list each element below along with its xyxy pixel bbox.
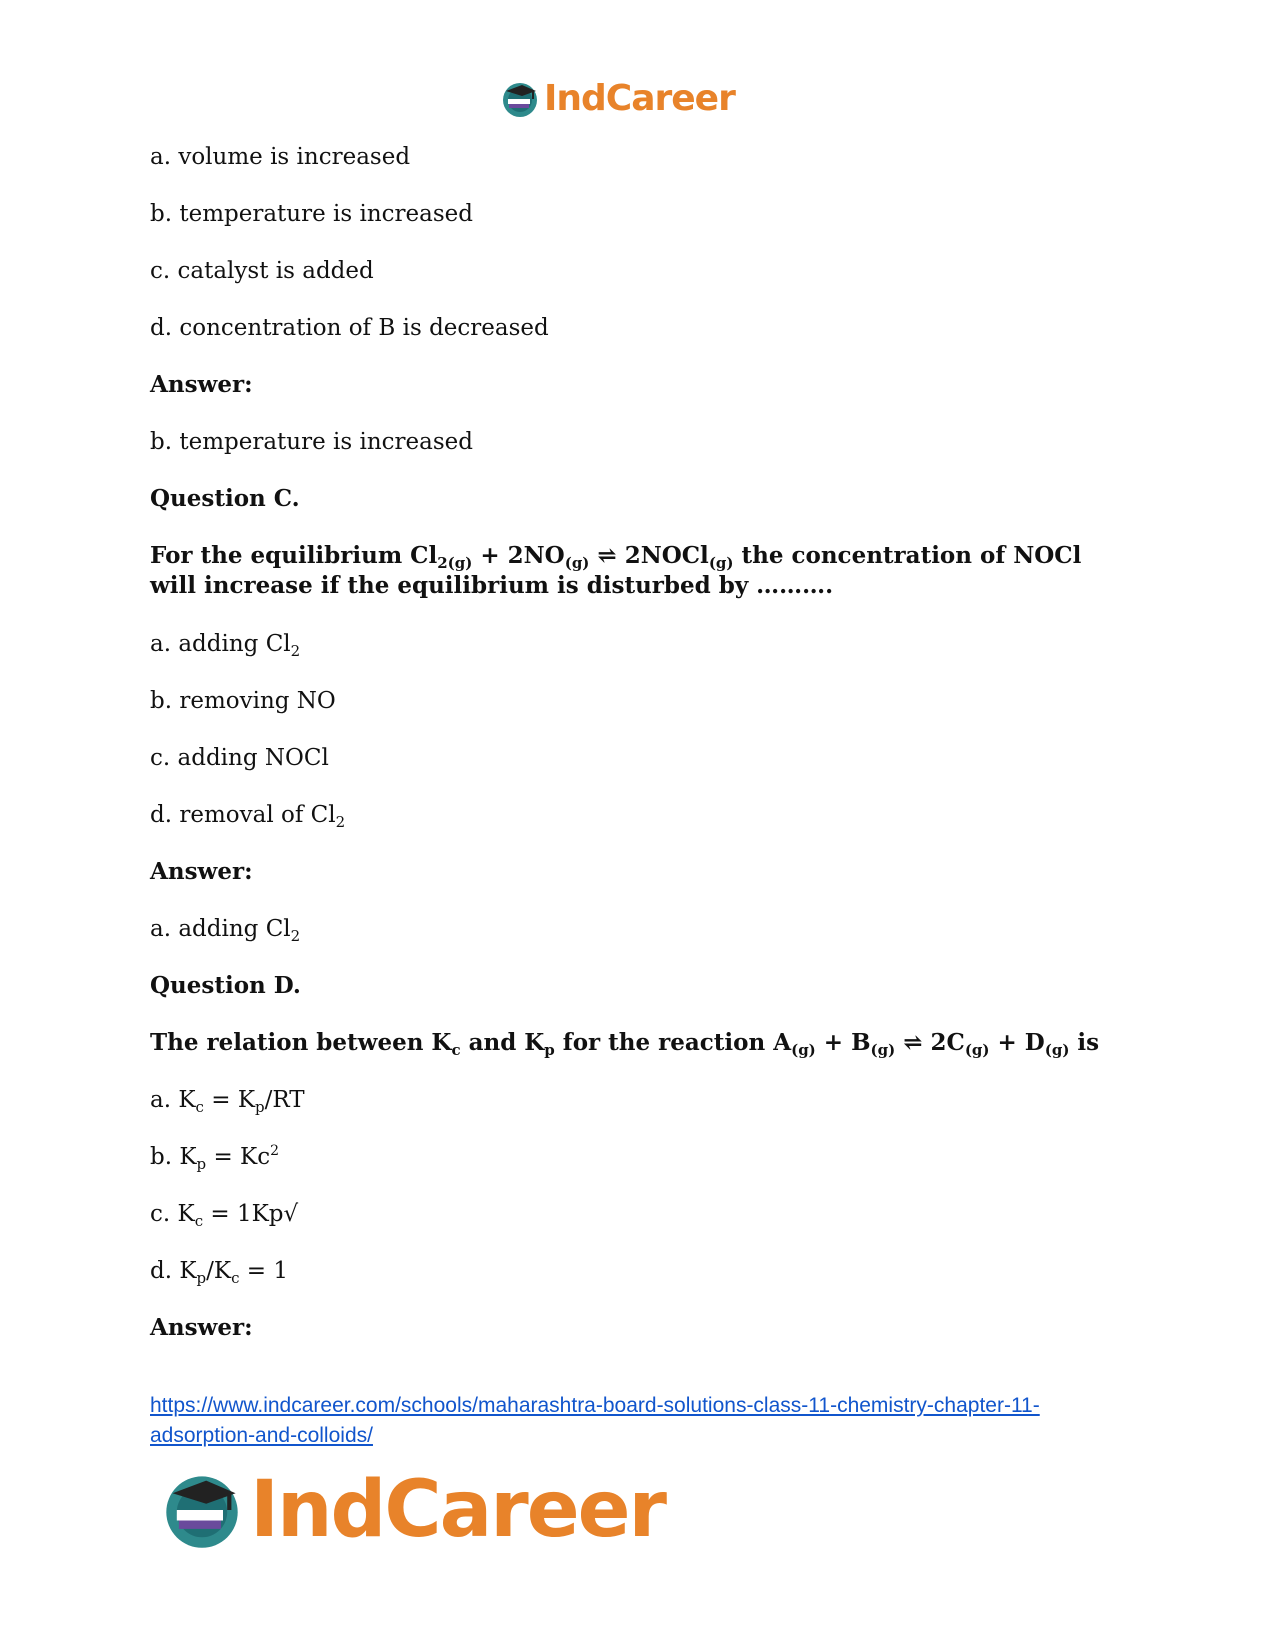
q-b-answer: b. temperature is increased: [150, 429, 473, 455]
q-b-answer-label: Answer:: [150, 371, 253, 398]
q-c-answer: a. adding $Cl_2$: [150, 916, 301, 945]
q-b-option-d: d. concentration of B is decreased: [150, 315, 549, 341]
brand-wordmark: IndCareer: [544, 78, 735, 119]
graduation-cap-icon: [160, 1468, 244, 1552]
graduation-cap-icon: [500, 79, 540, 119]
footer-logo: [160, 1465, 665, 1555]
q-c-option-a: a. adding $Cl_2$: [150, 631, 301, 660]
q-b-option-b: b. temperature is increased: [150, 201, 473, 227]
q-d-option-b: b. $K_p = Kc^2$: [150, 1143, 280, 1173]
q-d-stem: The relation between $K_c$ and $K_p$ for the reaction $A_{(g)} + B_{(g)}$ ⇌ $2C_{(g)} + D_{(g)}$ is: [150, 1029, 1100, 1059]
q-d-answer-label: Answer:: [150, 1314, 253, 1341]
q-c-option-c: c. adding NOCl: [150, 745, 329, 771]
q-c-stem: For the equilibrium $Cl_{2(g)} + 2NO_{(g)}$ ⇌ 2NOCl$_{(g)}$ the concentration of NOCl will increase if the equilibrium is disturbed by ……….: [150, 542, 1082, 599]
document-body: [150, 142, 1130, 1370]
q-b-option-c: c. catalyst is added: [150, 258, 374, 284]
header-logo: [500, 78, 735, 119]
q-c-option-d: d. removal of $Cl_2$: [150, 802, 346, 831]
brand-wordmark: IndCareer: [250, 1465, 665, 1555]
q-d-title: Question D.: [150, 972, 301, 999]
q-c-answer-label: Answer:: [150, 858, 253, 885]
q-c-title: Question C.: [150, 485, 300, 512]
source-link[interactable]: https://www.indcareer.com/schools/maharashtra-board-solutions-class-11-chemistry-chapter-11-adsorption-and-colloids/: [150, 1394, 1040, 1447]
q-d-option-d: d. $K_p/K_c = 1$: [150, 1258, 289, 1287]
q-c-option-b: b. removing NO: [150, 688, 336, 714]
q-d-option-a: a. $K_c = K_p/RT$: [150, 1087, 305, 1116]
q-d-option-c: c. $K_c = 1Kp√$: [150, 1201, 299, 1230]
q-b-option-a: a. volume is increased: [150, 144, 411, 170]
